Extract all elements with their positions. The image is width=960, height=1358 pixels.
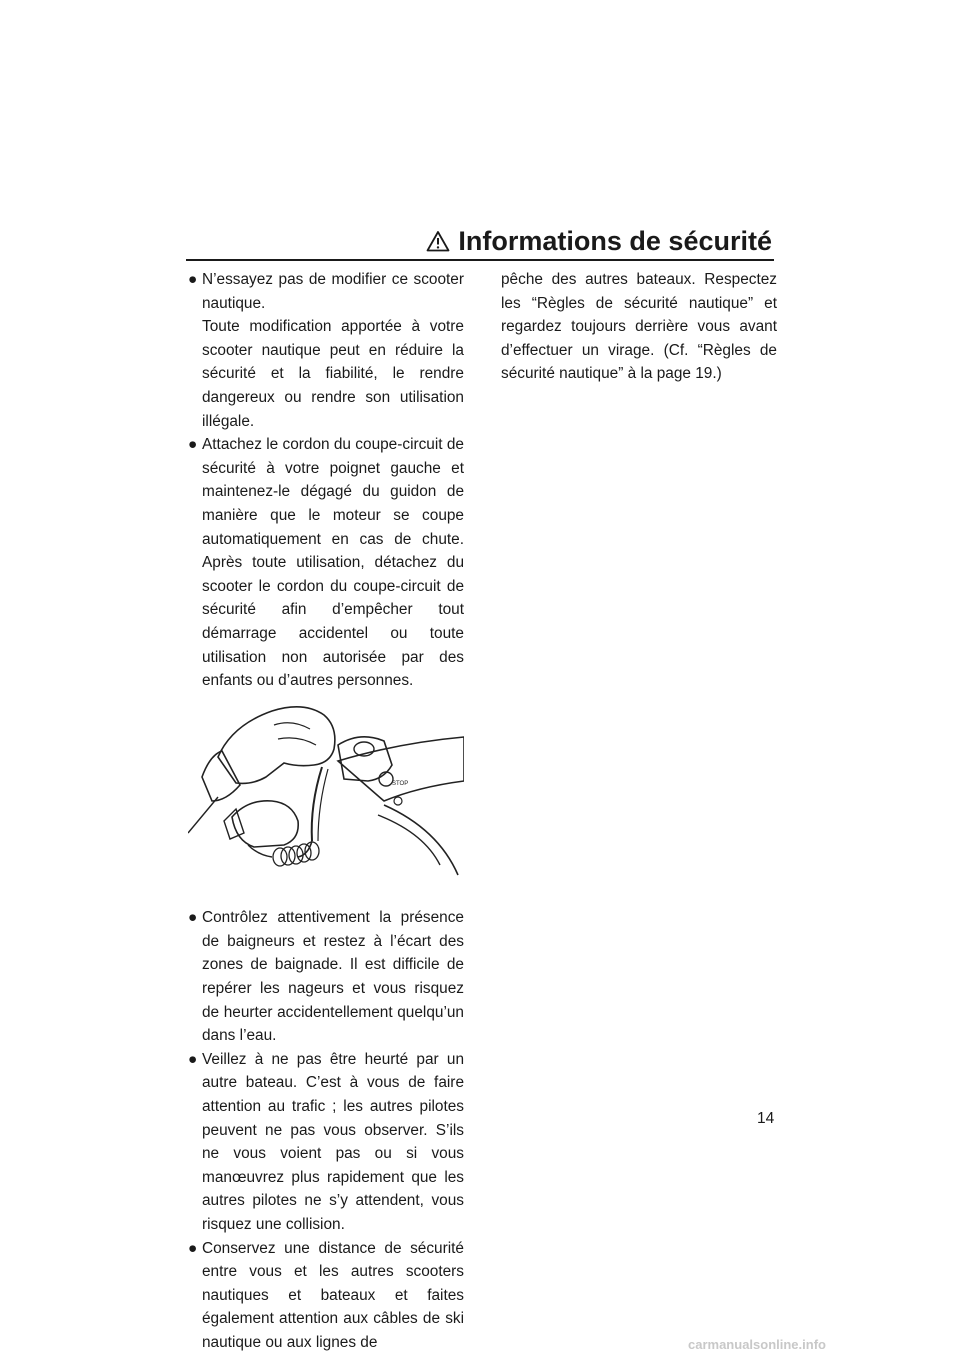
item-text: Veillez à ne pas être heurté par un autre bateau. C’est à vous de faire attention au trafic ; les autres pilotes peuvent ne pas vous observer. S’ils ne vous voient pas ou si vous manœuvrez plus rapidement que les autres pilotes ne s’y attendent, vous risquez une collision. [202, 1050, 464, 1233]
bullet-icon: ● [188, 436, 198, 454]
list-item [188, 433, 464, 693]
lanyard-illustration [188, 705, 464, 887]
page-header [186, 222, 774, 258]
item-text: Contrôlez attentivement la présence de baigneurs et restez à l’écart des zones de baignade. Il est difficile de repérer les nageurs et vous risquez de heurter accidentellement quelqu’un dans l’eau. [202, 909, 464, 1045]
continued-text: pêche des autres bateaux. Respectez les “Règles de sécurité nautique” et regardez toujours derrière vous avant d’effectuer un virage. (Cf. “Règles de sécurité nautique” à la page 19.) [501, 271, 777, 383]
warning-triangle-icon [426, 230, 450, 252]
list-item [188, 1237, 464, 1355]
watermark: carmanualsonline.info [688, 1337, 826, 1352]
page-title [426, 226, 772, 257]
bullet-icon: ● [188, 1050, 198, 1068]
item-text: Attachez le cordon du coupe-circuit de sécurité à votre poignet gauche et maintenez-le dégagé du guidon de manière que le moteur se coupe automatiquement en cas de chute. Après toute utilisation, détachez du scooter le cordon du coupe-circuit de sécurité afin d’empêcher tout démarrage accidentel ou toute utilisation non autorisée par des enfants ou d’autres personnes. [202, 436, 464, 690]
stop-label: STOP [392, 780, 409, 787]
right-column [501, 268, 777, 386]
list-item [188, 906, 464, 1048]
bullet-icon: ● [188, 909, 198, 927]
left-column [188, 268, 464, 1355]
item-text: Conservez une distance de sécurité entre vous et les autres scooters nautiques et bateaux et faites également attention aux câbles de ski nautique ou aux lignes de [202, 1239, 464, 1351]
list-item [188, 1048, 464, 1237]
item-title: N’essayez pas de modifier ce scooter nautique. [202, 271, 464, 312]
header-rule [186, 259, 774, 261]
list-item [188, 268, 464, 433]
item-body: Toute modification apportée à votre scooter nautique peut en réduire la sécurité et la fiabilité, le rendre dangereux ou rendre son utilisation illégale. [202, 318, 464, 430]
page-number: 14 [757, 1110, 775, 1127]
bullet-icon: ● [188, 1239, 198, 1257]
page-title-text: Informations de sécurité [458, 226, 772, 256]
bullet-icon: ● [188, 271, 198, 288]
